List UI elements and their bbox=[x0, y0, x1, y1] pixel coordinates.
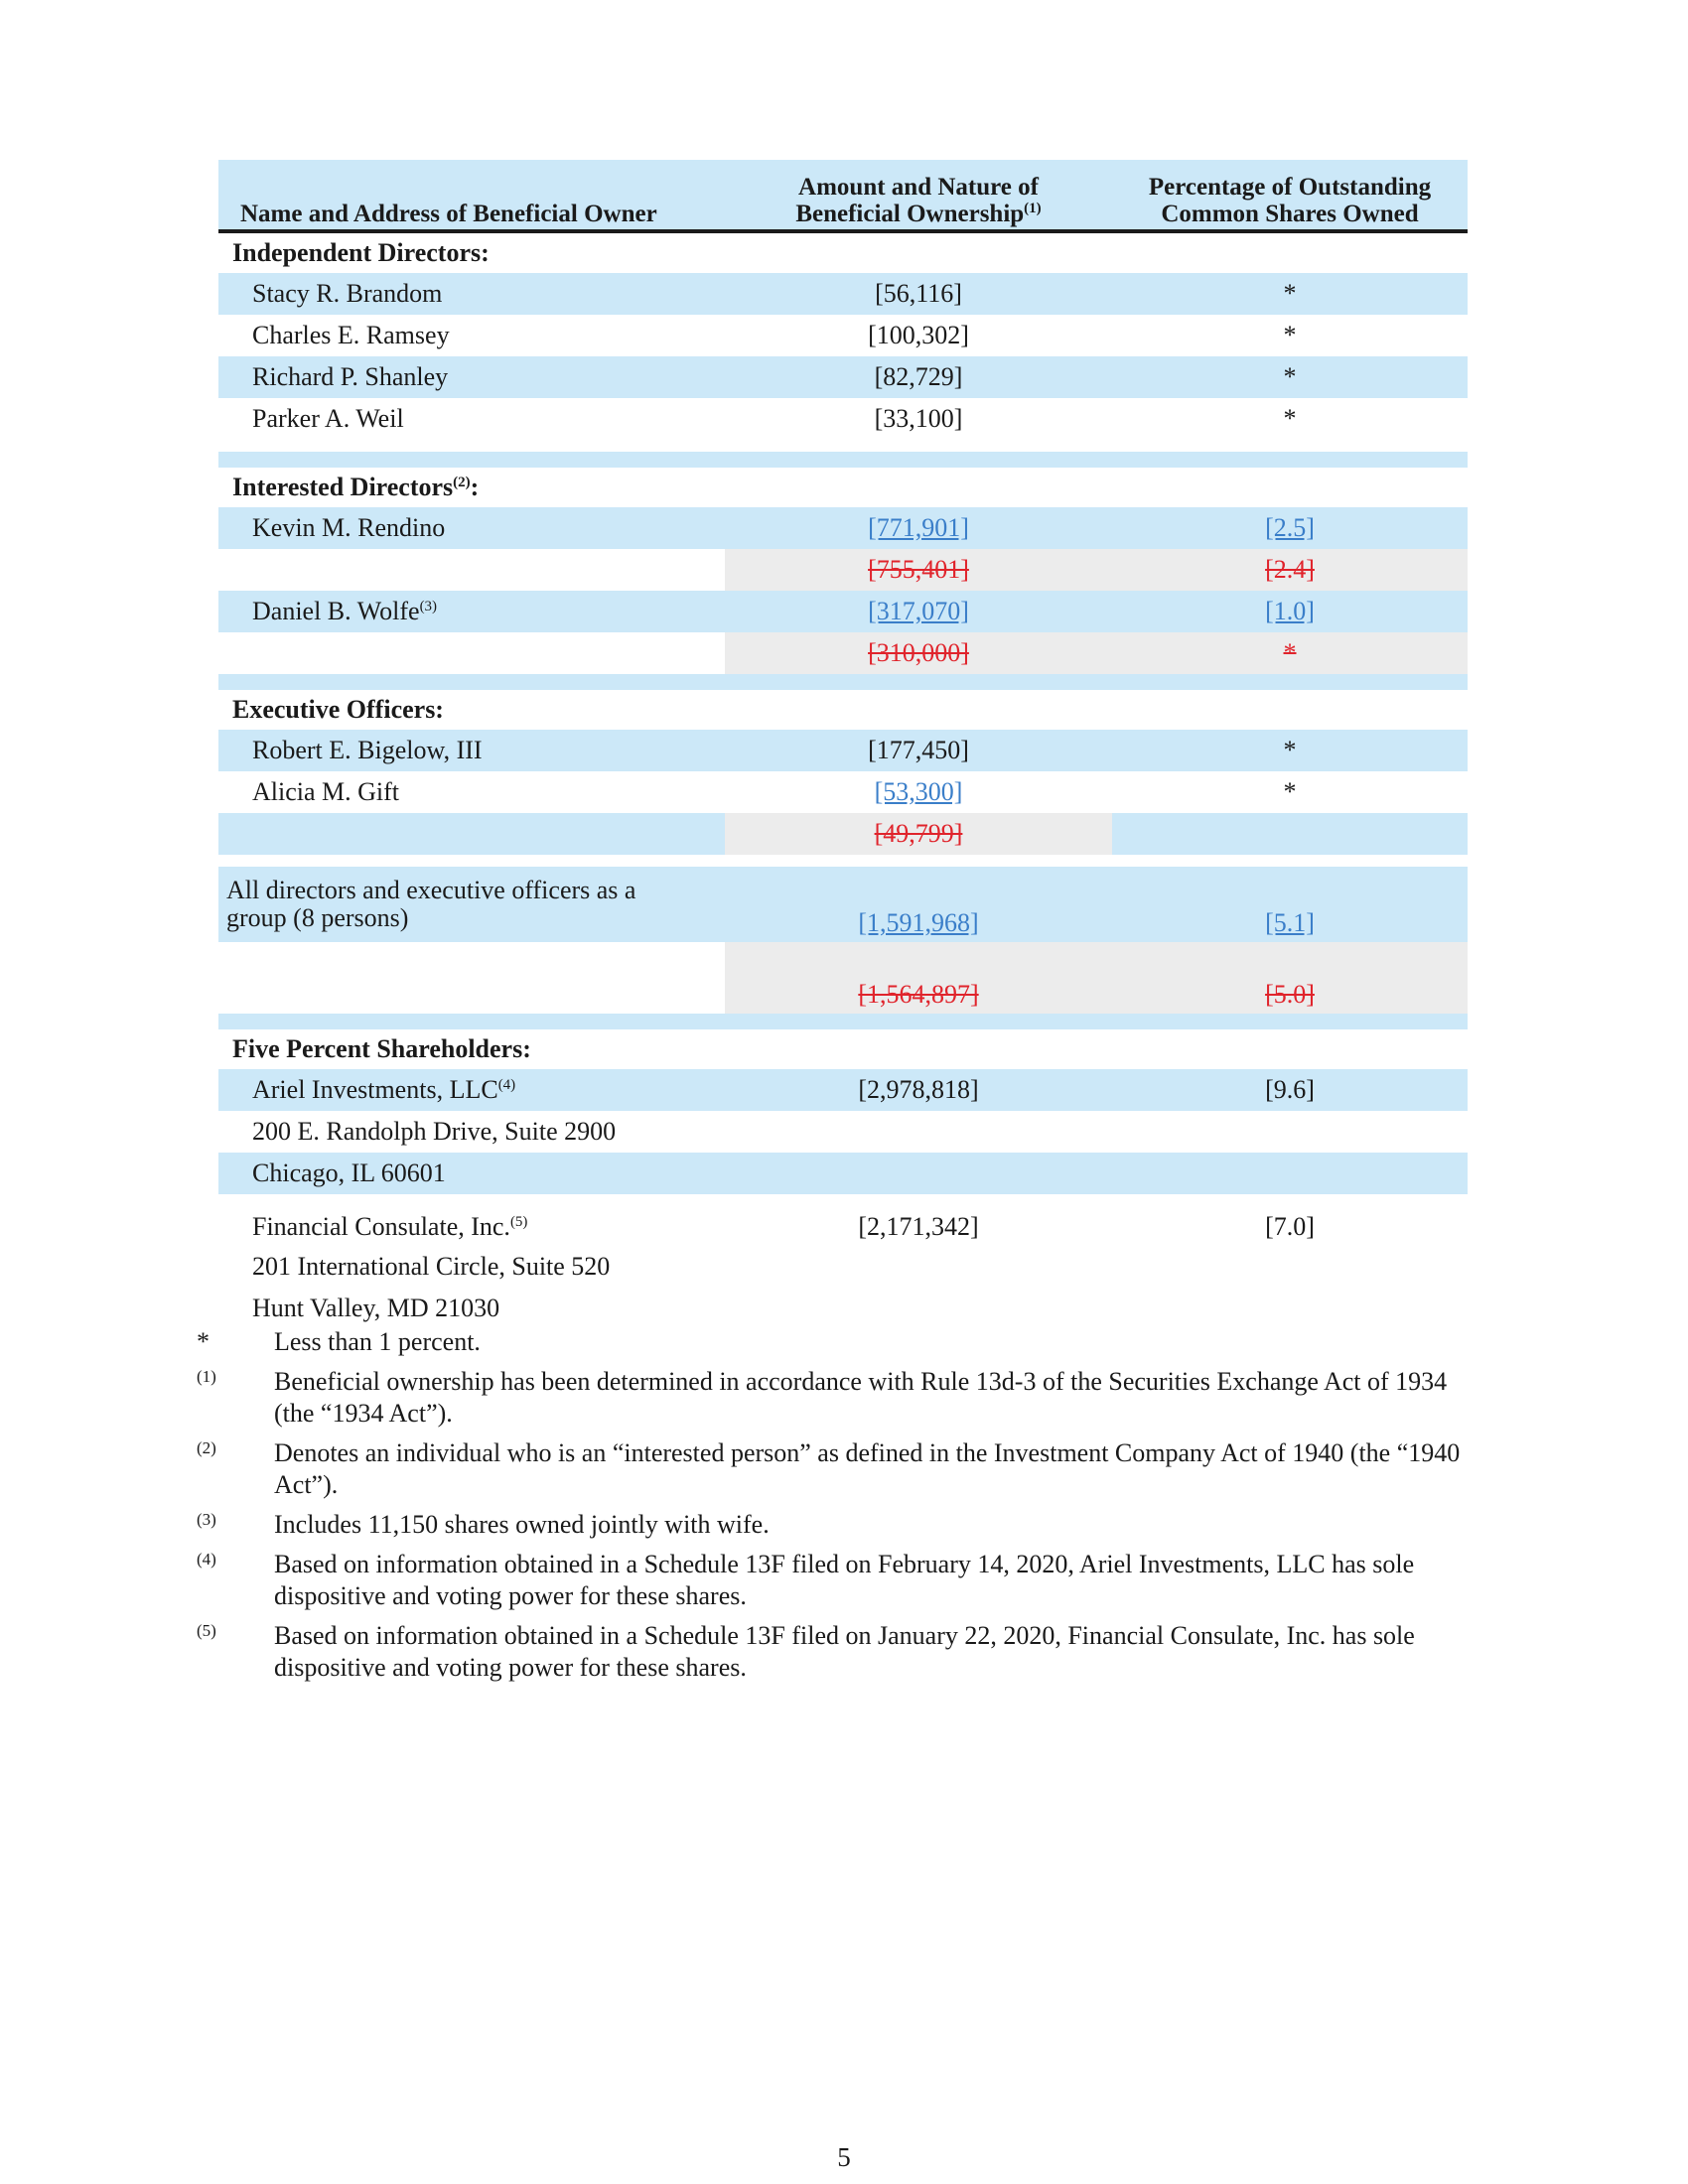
deleted-text: [5.0] bbox=[1265, 980, 1315, 1009]
share-percentage-revised bbox=[1112, 591, 1468, 632]
inserted-text: [53,300] bbox=[874, 777, 963, 806]
owner-name: Daniel B. Wolfe$^{(3)}$ bbox=[252, 597, 438, 625]
page-number: 5 bbox=[837, 2142, 851, 2172]
table-row-deleted bbox=[218, 632, 1468, 674]
deleted-text: [49,799] bbox=[874, 819, 963, 848]
section-heading-row bbox=[218, 231, 1468, 273]
section-heading-independent: Independent Directors: bbox=[232, 238, 490, 267]
table-row bbox=[218, 273, 1468, 315]
footnote-text: Beneficial ownership has been determined in accordance with Rule 13d-3 of the Securities Exchange Act of 1934 (the “1934 Act”). bbox=[274, 1367, 1448, 1428]
owner-name: Parker A. Weil bbox=[252, 404, 404, 433]
share-percentage-deleted bbox=[1112, 632, 1468, 674]
footnote-text: Based on information obtained in a Schedule 13F filed on February 14, 2020, Ariel Investments, LLC has sole dispositive and voting power for these shares. bbox=[274, 1550, 1415, 1610]
footnote-ref: (4) bbox=[497, 1077, 516, 1093]
share-amount-revised bbox=[725, 507, 1112, 549]
spacer-row bbox=[218, 855, 1468, 867]
inserted-text: [771,901] bbox=[868, 513, 969, 542]
footnote-ref: (3) bbox=[419, 599, 438, 614]
group-label: All directors and executive officers as a group (8 persons) bbox=[226, 876, 636, 932]
divider-row bbox=[218, 452, 1468, 468]
section-heading-five-percent: Five Percent Shareholders: bbox=[232, 1034, 531, 1063]
footnote-text: Based on information obtained in a Schedule 13F filed on January 22, 2020, Financial Consulate, Inc. has sole dispositive and voting power for these shares. bbox=[274, 1621, 1415, 1682]
share-percentage: * bbox=[1283, 404, 1297, 433]
table-header-row bbox=[218, 160, 1468, 231]
owner-name: Alicia M. Gift bbox=[252, 777, 400, 806]
footnote bbox=[197, 1509, 1472, 1541]
owner-address-line: Chicago, IL 60601 bbox=[252, 1159, 446, 1187]
owner-name: Charles E. Ramsey bbox=[252, 321, 450, 349]
table-row bbox=[218, 356, 1468, 398]
address-row bbox=[218, 1111, 1468, 1153]
table-row bbox=[218, 591, 1468, 632]
address-row bbox=[218, 1153, 1468, 1194]
inserted-text: [1.0] bbox=[1265, 597, 1315, 625]
share-percentage: * bbox=[1283, 362, 1297, 391]
owner-name: Robert E. Bigelow, III bbox=[252, 736, 483, 764]
footnote bbox=[197, 1437, 1472, 1501]
beneficial-ownership-table bbox=[218, 160, 1468, 1329]
group-total-row-deleted bbox=[218, 942, 1468, 1014]
share-amount-deleted bbox=[725, 632, 1112, 674]
header-amount bbox=[725, 160, 1112, 231]
inserted-text: [5.1] bbox=[1265, 908, 1315, 937]
owner-name: Richard P. Shanley bbox=[252, 362, 449, 391]
footnote-ref: (1) bbox=[1024, 201, 1042, 216]
share-percentage-revised bbox=[1112, 507, 1468, 549]
inserted-text: [1,591,968] bbox=[858, 908, 979, 937]
owner-address-line: Hunt Valley, MD 21030 bbox=[252, 1294, 500, 1322]
owner-name: Ariel Investments, LLC$^{(4)}$ bbox=[252, 1075, 516, 1104]
footnotes bbox=[197, 1326, 1472, 1692]
share-percentage-revised bbox=[1112, 867, 1468, 942]
footnote-text: Includes 11,150 shares owned jointly with wife. bbox=[274, 1510, 770, 1539]
table-row bbox=[218, 1069, 1468, 1111]
footnote-text: Less than 1 percent. bbox=[274, 1327, 481, 1356]
share-amount: [177,450] bbox=[868, 736, 969, 764]
address-row bbox=[218, 1246, 1468, 1288]
table-row bbox=[218, 730, 1468, 771]
footnote-marker: * bbox=[197, 1327, 210, 1356]
deleted-text: [1,564,897] bbox=[858, 980, 979, 1009]
share-percentage: [9.6] bbox=[1265, 1075, 1315, 1104]
share-amount: [100,302] bbox=[868, 321, 969, 349]
table-row bbox=[218, 1194, 1468, 1246]
share-amount-deleted bbox=[725, 942, 1112, 1014]
divider-row bbox=[218, 674, 1468, 690]
address-row bbox=[218, 1288, 1468, 1329]
header-pct-line2: Common Shares Owned bbox=[1161, 201, 1419, 227]
section-heading-interested: Interested Directors$^{(2)}$: bbox=[232, 473, 480, 501]
footnote-text: Denotes an individual who is an “interested person” as defined in the Investment Company Act of 1940 (the “1940 Act”). bbox=[274, 1438, 1461, 1499]
share-amount-revised bbox=[725, 867, 1112, 942]
table-row-deleted bbox=[218, 549, 1468, 591]
owner-name: Stacy R. Brandom bbox=[252, 279, 443, 308]
footnote-ref: (2) bbox=[453, 475, 471, 490]
deleted-text: * bbox=[1283, 638, 1297, 667]
footnote bbox=[197, 1326, 1472, 1358]
share-amount: [2,978,818] bbox=[858, 1075, 979, 1104]
share-amount-deleted bbox=[725, 549, 1112, 591]
inserted-text: [2.5] bbox=[1265, 513, 1315, 542]
header-amount-line1: Amount and Nature of bbox=[798, 174, 1039, 201]
table-row-deleted bbox=[218, 813, 1468, 855]
deleted-text: [310,000] bbox=[868, 638, 969, 667]
footnote-marker: (3) bbox=[197, 1510, 216, 1529]
footnote-marker: (5) bbox=[197, 1621, 216, 1640]
owner-address-line: 201 International Circle, Suite 520 bbox=[252, 1252, 611, 1281]
owner-name: Kevin M. Rendino bbox=[252, 513, 446, 542]
share-amount: [33,100] bbox=[874, 404, 963, 433]
table-row bbox=[218, 771, 1468, 813]
share-percentage-deleted bbox=[1112, 549, 1468, 591]
deleted-text: [2.4] bbox=[1265, 555, 1315, 584]
inserted-text: [317,070] bbox=[868, 597, 969, 625]
share-percentage: * bbox=[1283, 279, 1297, 308]
section-heading-executive: Executive Officers: bbox=[232, 695, 444, 724]
footnote bbox=[197, 1620, 1472, 1684]
header-pct-line1: Percentage of Outstanding bbox=[1148, 174, 1432, 201]
section-heading-row bbox=[218, 690, 1468, 730]
footnote-ref: (5) bbox=[509, 1214, 528, 1230]
table-row bbox=[218, 507, 1468, 549]
header-amount-line2: Beneficial Ownership bbox=[795, 201, 1025, 227]
share-percentage: * bbox=[1283, 736, 1297, 764]
share-amount: [82,729] bbox=[874, 362, 963, 391]
share-percentage: [7.0] bbox=[1265, 1212, 1315, 1241]
footnote-marker: (4) bbox=[197, 1550, 216, 1569]
section-heading-row bbox=[218, 1029, 1468, 1069]
header-name-address: Name and Address of Beneficial Owner bbox=[218, 160, 725, 231]
share-percentage: * bbox=[1283, 321, 1297, 349]
share-amount-deleted bbox=[725, 813, 1112, 855]
spacer-row bbox=[218, 440, 1468, 452]
table-row bbox=[218, 398, 1468, 440]
owner-address-line: 200 E. Randolph Drive, Suite 2900 bbox=[252, 1117, 617, 1146]
deleted-text: [755,401] bbox=[868, 555, 969, 584]
share-percentage: * bbox=[1283, 777, 1297, 806]
footnote-marker: (2) bbox=[197, 1438, 216, 1457]
footnote bbox=[197, 1366, 1472, 1430]
table-row bbox=[218, 315, 1468, 356]
share-amount: [2,171,342] bbox=[858, 1212, 979, 1241]
section-heading-row bbox=[218, 468, 1468, 507]
share-amount: [56,116] bbox=[875, 279, 962, 308]
divider-row bbox=[218, 1014, 1468, 1029]
share-percentage-deleted bbox=[1112, 942, 1468, 1014]
header-percentage bbox=[1112, 160, 1468, 231]
share-amount-revised bbox=[725, 771, 1112, 813]
footnote-marker: (1) bbox=[197, 1367, 216, 1386]
owner-name: Financial Consulate, Inc.$^{(5)}$ bbox=[252, 1212, 528, 1241]
share-amount-revised bbox=[725, 591, 1112, 632]
group-total-row bbox=[218, 867, 1468, 942]
footnote bbox=[197, 1549, 1472, 1612]
